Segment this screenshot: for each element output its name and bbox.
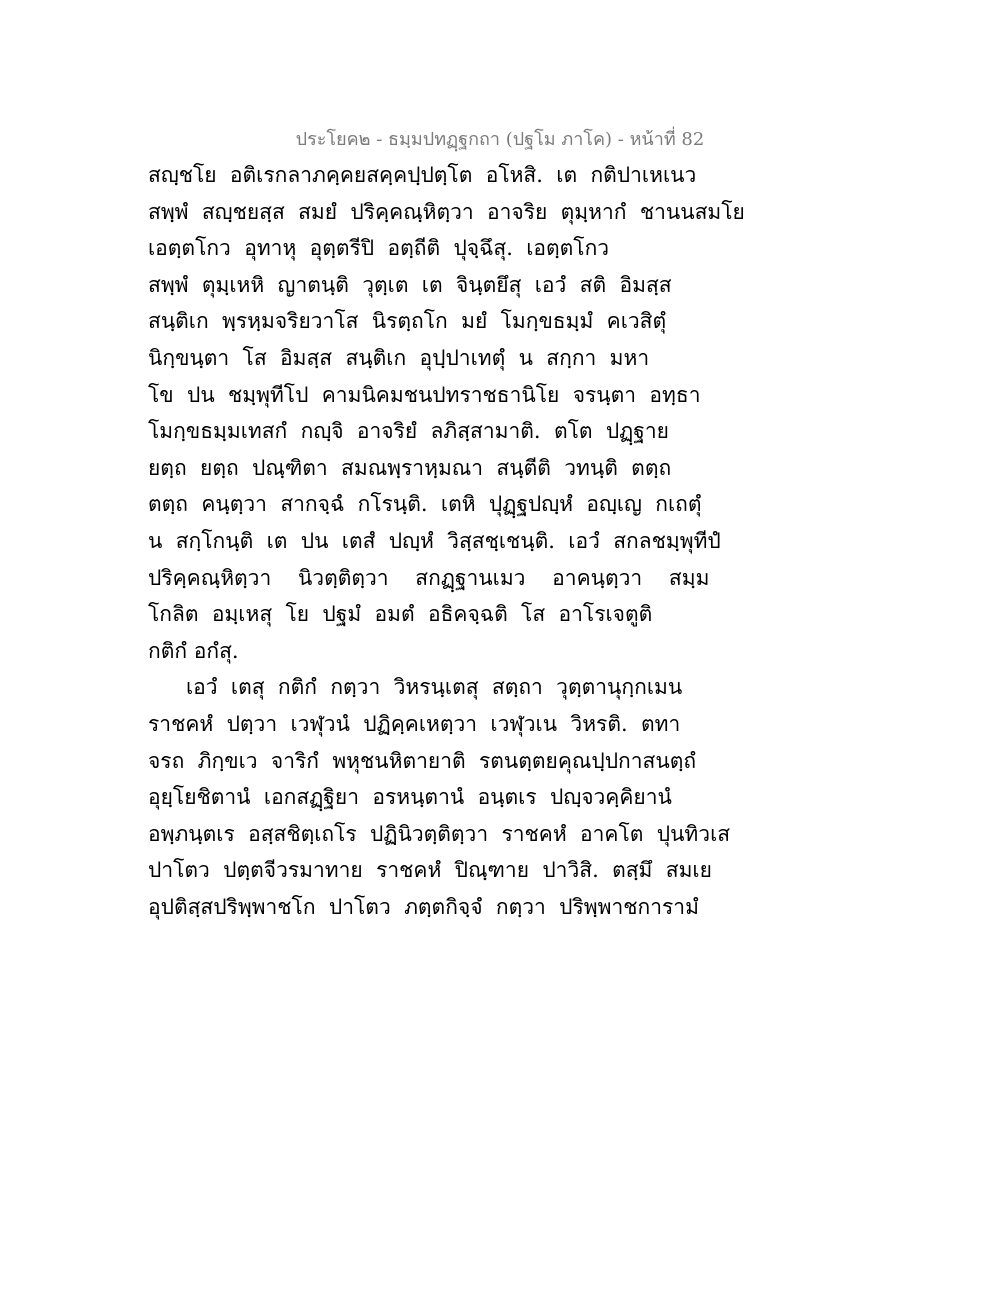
text-line: อุปติสฺสปริพฺพาชโก ปาโตว ภตฺตกิจฺจํ กตฺวา ปริพฺพาชการามํ (148, 894, 699, 919)
text-line: อุยฺโยชิตานํ เอกสฏฺฐิยา อรหนฺตานํ อนฺตเร ปญฺจวคฺคิยานํ (148, 785, 672, 810)
text-line: ตตฺถ คนฺตฺวา สากจฺฉํ กโรนฺติ. เตหิ ปุฏฺฐปญฺหํ อญฺเญ กเถตุํ (148, 492, 702, 517)
text-line: ปาโตว ปตฺตจีวรมาทาย ราชคหํ ปิณฺฑาย ปาวิสิ. ตสฺมึ สมเย (148, 858, 712, 883)
paragraph-2 (148, 669, 868, 925)
text-line: จรถ ภิกฺขเว จาริกํ พหุชนหิตายาติ รตนตฺตยคุณปฺปกาสนตฺถํ (148, 748, 697, 773)
text-line: กติกํ อกํสุ. (148, 638, 239, 663)
text-line: น สกฺโกนฺติ เต ปน เตสํ ปญฺหํ วิสฺสชฺเชนฺติ. เอวํ สกลชมฺพุทีปํ (148, 528, 721, 553)
text-line: นิกฺขนฺตา โส อิมสฺส สนฺติเก อุปฺปาเทตุํ น สกฺกา มหา (148, 345, 650, 370)
text-line: สพฺพํ สญฺชยสฺส สมยํ ปริคฺคณฺหิตฺวา อาจริย ตุมฺหากํ ชานนสมโย (148, 199, 745, 224)
text-line: โข ปน ชมฺพุทีโป คามนิคมชนปทราชธานิโย จรนฺตา อทฺธา (148, 382, 701, 407)
text-line: สนฺติเก พฺรหฺมจริยวาโส นิรตฺถโก มยํ โมกฺขธมฺมํ คเวสิตุํ (148, 309, 667, 334)
text-line: ปริคฺคณฺหิตฺวา นิวตฺติตฺวา สกฏฺฐานเมว อาคนฺตฺวา สมฺม (148, 565, 710, 590)
text-line: สญฺชโย อติเรกลาภคฺคยสคฺคปฺปตฺโต อโหสิ. เต กติปาเหเนว (148, 163, 697, 187)
body-text (148, 157, 868, 925)
text-line: ราชคหํ ปตฺวา เวฬุวนํ ปฏิคฺคเหตฺวา เวฬุวเน วิหรติ. ตทา (148, 711, 681, 736)
text-line: สพฺพํ ตุมฺเหหิ ญาตนฺติ วุตฺเต เต จินฺตยึสุ เอวํ สติ อิมสฺส (148, 272, 672, 297)
text-line: โกลิต อมฺเหสุ โย ปฐมํ อมตํ อธิคจฺฉติ โส อาโรเจตูติ (148, 602, 653, 627)
paragraph-1 (148, 157, 868, 669)
running-header: ประโยค๒ - ธมฺมปทฏฺฐกถา (ปฐโม ภาโค) - หน้าที่ 82 (295, 129, 705, 150)
text-line: อพฺภนฺตเร อสฺสชิตฺเถโร ปฏินิวตฺติตฺวา ราชคหํ อาคโต ปุนทิวเส (148, 821, 731, 846)
text-line: ยตฺถ ยตฺถ ปณฺฑิตา สมณพฺราหฺมณา สนฺตีติ วทนฺติ ตตฺถ (148, 455, 672, 480)
text-line: โมกฺขธมฺมเทสกํ กญฺจิ อาจริยํ ลภิสฺสามาติ. ตโต ปฏฺฐาย (148, 419, 669, 444)
text-line: เอวํ เตสุ กติกํ กตฺวา วิหรนฺเตสุ สตฺถา วุตฺตานุกฺกเมน (186, 675, 683, 700)
text-line: เอตฺตโกว อุทาหุ อุตฺตรีปิ อตฺถีติ ปุจฺฉึสุ. เอตฺตโกว (148, 236, 610, 261)
